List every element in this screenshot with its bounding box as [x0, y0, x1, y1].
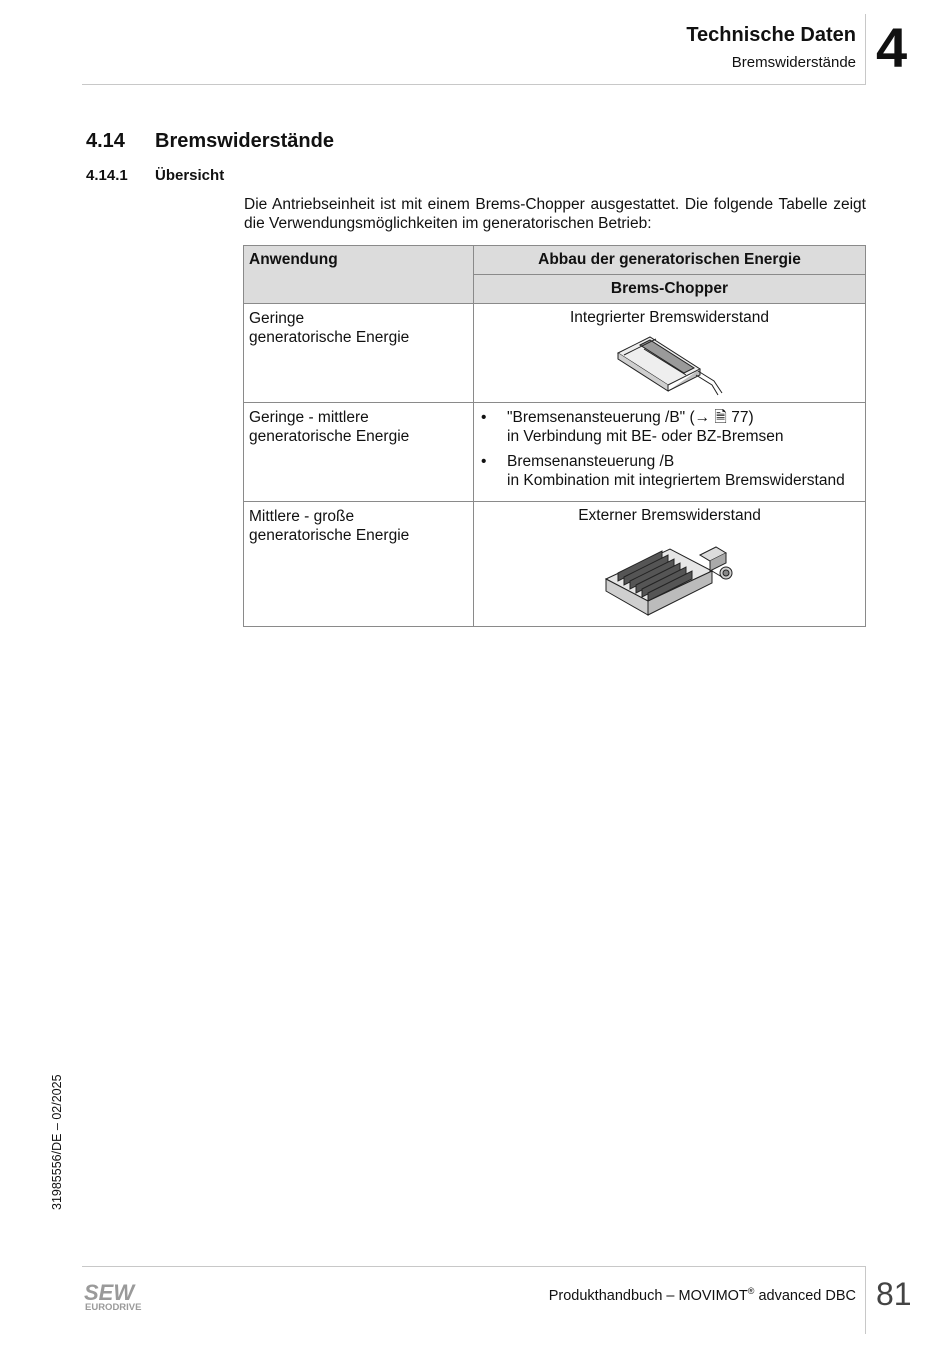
- table-header-energy: Abbau der generatorischen Energie: [474, 246, 866, 275]
- page-number: 81: [876, 1276, 912, 1312]
- subsection-number: 4.14.1: [86, 167, 128, 184]
- logo-subtext: EURODRIVE: [85, 1302, 142, 1313]
- registered-mark: ®: [747, 1286, 755, 1296]
- section-number: 4.14: [86, 130, 125, 152]
- footer-title-text: Produkthandbuch – MOVIMOT: [548, 1287, 748, 1304]
- application-line: generatorische Energie: [249, 329, 410, 346]
- solution-label: Externer Bremswiderstand: [578, 507, 761, 524]
- header-subtitle: Bremswiderstände: [731, 54, 856, 71]
- chapter-number: 4: [876, 16, 908, 79]
- bullet-text: in Verbindung mit BE- oder BZ-Bremsen: [507, 428, 784, 445]
- table-cell-solution: [474, 403, 866, 502]
- application-line: generatorische Energie: [249, 527, 410, 544]
- bullet-text: in Kombination mit integriertem Bremswiderstand: [507, 472, 845, 489]
- table-cell-application: [244, 304, 474, 403]
- header-title: Technische Daten: [686, 24, 856, 46]
- table-subheader-chopper: Brems-Chopper: [474, 275, 866, 304]
- footer-rule: [82, 1266, 866, 1267]
- solution-label: Integrierter Bremswiderstand: [570, 309, 769, 326]
- table-row: [244, 304, 866, 403]
- footer-title-suffix: advanced DBC: [754, 1287, 856, 1304]
- bullet-icon: •: [481, 409, 487, 426]
- header-divider: [865, 14, 866, 84]
- table-cell-application: [244, 502, 474, 627]
- table-cell-application: [244, 403, 474, 502]
- table-cell-solution: [474, 502, 866, 627]
- sew-eurodrive-logo: [83, 1280, 155, 1314]
- bullet-icon: •: [481, 453, 487, 470]
- list-item: [479, 452, 860, 490]
- overview-table: [243, 245, 866, 627]
- application-line: Geringe: [249, 310, 305, 327]
- external-resistor-illustration: [600, 529, 740, 621]
- table-row: [244, 403, 866, 502]
- application-line: generatorische Energie: [249, 428, 410, 445]
- header-rule: [82, 84, 866, 85]
- bullet-text: Bremsenansteuerung /B: [507, 453, 675, 470]
- section-title: Bremswiderstände: [155, 130, 334, 152]
- table-row: [244, 502, 866, 627]
- bullet-text: "Bremsenansteuerung /B" (→ 🗎 77): [507, 409, 754, 426]
- intro-paragraph: Die Antriebseinheit ist mit einem Brems-Chopper ausgestattet. Die folgende Tabelle zeigt die Verwendungsmöglichkeiten im generatorischen Betrieb:: [244, 196, 866, 232]
- footer-divider: [865, 1266, 866, 1334]
- table-cell-solution: [474, 304, 866, 403]
- list-item: [479, 408, 860, 446]
- logo-text: SEW: [84, 1280, 135, 1305]
- application-line: Mittlere - große: [249, 508, 355, 525]
- subsection-title: Übersicht: [155, 167, 225, 184]
- footer-title: [549, 1286, 856, 1304]
- integrated-resistor-illustration: [610, 331, 730, 397]
- application-line: Geringe - mittlere: [249, 409, 369, 426]
- document-code: 31985556/DE – 02/2025: [50, 1074, 64, 1210]
- table-header-application: Anwendung: [244, 246, 474, 304]
